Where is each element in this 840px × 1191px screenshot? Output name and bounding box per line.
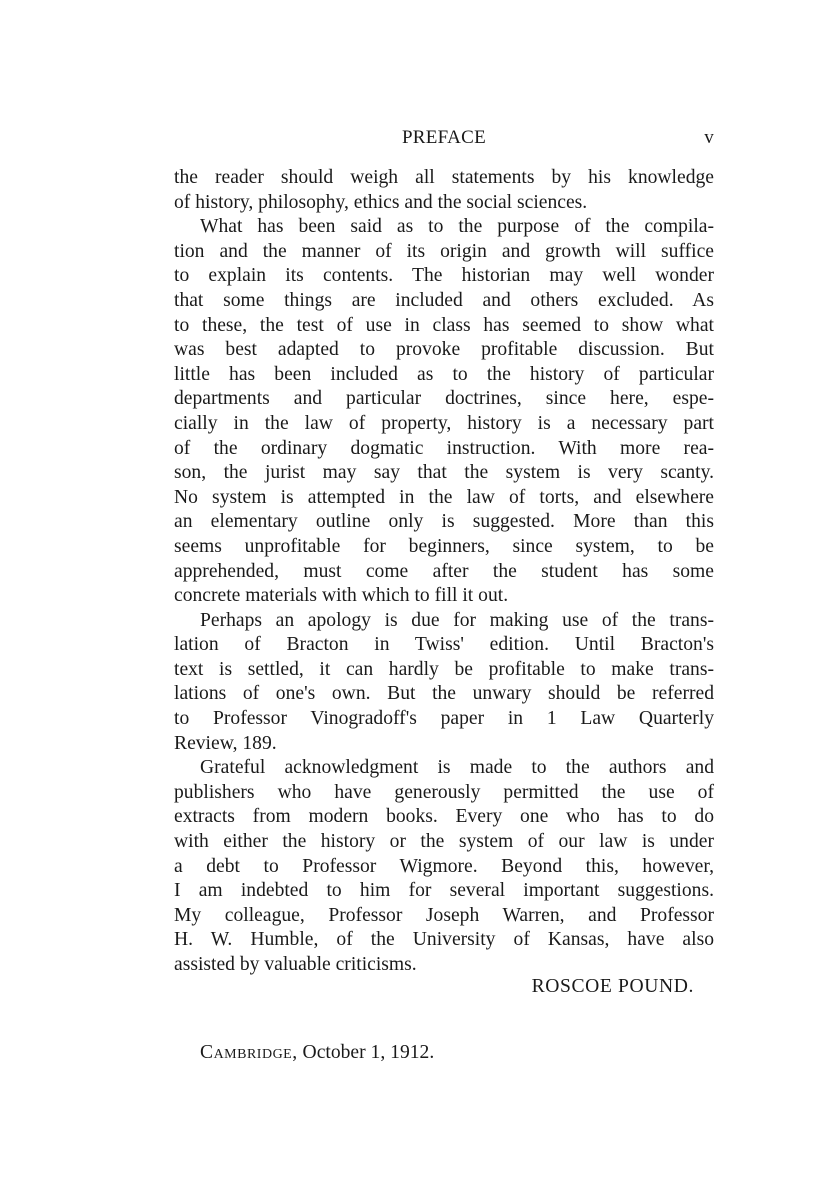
dateline-date: October 1, 1912. [302, 1042, 435, 1063]
running-head [174, 127, 714, 151]
text-line: publishers who have generously permitted the use of [174, 781, 714, 803]
text-line: seems unprofitable for beginners, since system, to be [174, 535, 714, 557]
text-line: an elementary outline only is suggested. More than this [174, 511, 714, 533]
preface-text [174, 166, 714, 978]
text-line: assisted by valuable criticisms. [174, 954, 417, 975]
text-line: lation of Bracton in Twiss' edition. Until Bracton's [174, 634, 714, 656]
text-line: that some things are included and others excluded. As [174, 289, 714, 311]
text-line: tion and the manner of its origin and growth will suffice [174, 240, 714, 262]
dateline [200, 1042, 434, 1064]
dateline-place: Cambridge, [200, 1042, 298, 1063]
text-line: with either the history or the system of our law is under [174, 831, 714, 853]
page-title: PREFACE [401, 127, 487, 148]
text-line: extracts from modern books. Every one who has to do [174, 806, 714, 828]
text-line: apprehended, must come after the student has some [174, 560, 714, 582]
text-line: concrete materials with which to fill it out. [174, 585, 509, 607]
text-line: departments and particular doctrines, since here, espe- [174, 388, 714, 410]
text-line: a debt to Professor Wigmore. Beyond this, however, [174, 855, 714, 877]
text-line: Grateful acknowledgment is made to the authors and [200, 757, 714, 779]
text-line: Perhaps an apology is due for making use of the trans- [200, 609, 714, 631]
text-line: No system is attempted in the law of torts, and elsewhere [174, 486, 714, 508]
text-line: little has been included as to the history of particular [174, 363, 714, 385]
text-line: Review, 189. [174, 732, 277, 754]
text-line: lations of one's own. But the unwary should be referred [174, 683, 714, 705]
text-line: to these, the test of use in class has seemed to show what [174, 314, 714, 336]
text-line: cially in the law of property, history is a necessary part [174, 412, 714, 434]
text-line: to explain its contents. The historian may well wonder [174, 265, 714, 287]
text-line: to Professor Vinogradoff's paper in 1 Law Quarterly [174, 708, 714, 730]
text-line: was best adapted to provoke profitable discussion. But [174, 339, 714, 361]
text-line: of the ordinary dogmatic instruction. With more rea- [174, 437, 714, 459]
text-line: I am indebted to him for several important suggestions. [174, 880, 714, 902]
text-line: son, the jurist may say that the system is very scanty. [174, 462, 714, 484]
page-number: v [704, 127, 714, 148]
text-line: What has been said as to the purpose of the compila- [200, 216, 714, 238]
text-line: H. W. Humble, of the University of Kansas, have also [174, 929, 714, 951]
text-line: of history, philosophy, ethics and the social sciences. [174, 191, 588, 213]
author-signature: ROSCOE POUND. [531, 976, 694, 997]
text-line: the reader should weigh all statements by his knowledge [174, 167, 714, 188]
text-line: text is settled, it can hardly be profitable to make trans- [174, 658, 714, 680]
text-line: My colleague, Professor Joseph Warren, and Professor [174, 904, 714, 926]
